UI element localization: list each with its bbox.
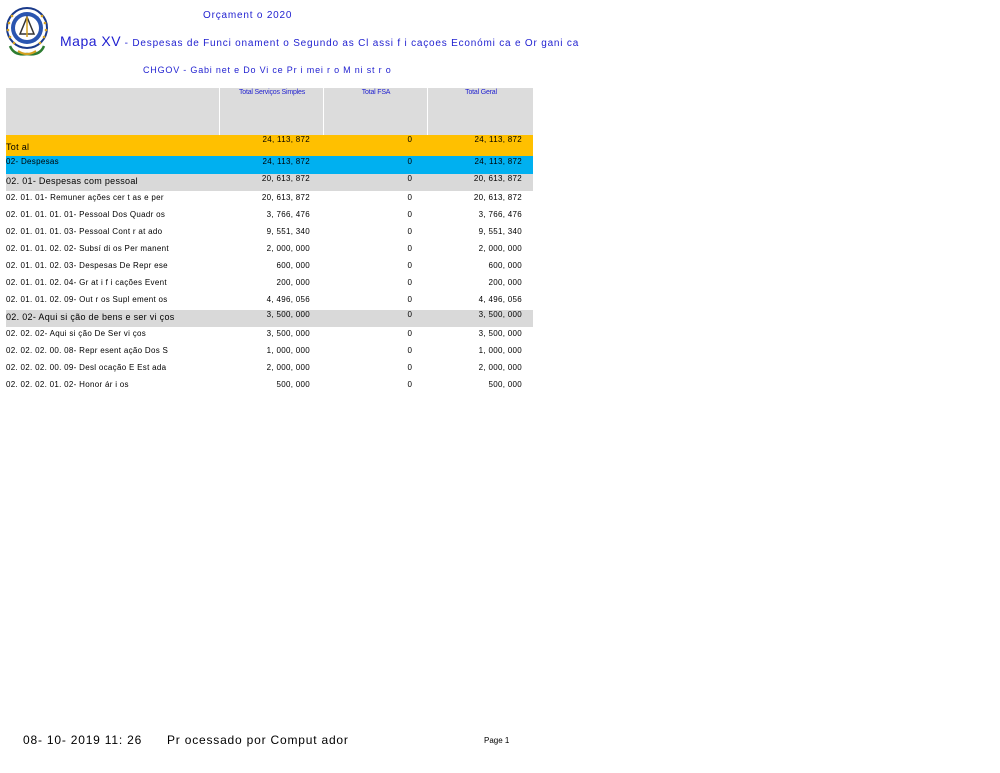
budget-table <box>6 88 533 395</box>
value-total-fsa: 0 <box>407 363 412 372</box>
row-label: 02. 01. 01- Remuner ações cer t as e per <box>6 193 164 202</box>
value-total-fsa: 0 <box>407 278 412 287</box>
value-total-geral: 9, 551, 340 <box>478 227 522 236</box>
map-separator: - <box>121 38 133 49</box>
organization-name: CHGOV - Gabi net e Do Vi ce Pr i mei r o M ni st r o <box>143 65 392 75</box>
footer-processed: Pr ocessado por Comput ador <box>167 733 349 747</box>
row-label: 02. 01. 01. 01. 03- Pessoal Cont r at ado <box>6 227 163 236</box>
value-total-geral: 600, 000 <box>488 261 522 270</box>
table-row <box>6 378 533 395</box>
value-total-fsa: 0 <box>407 174 412 183</box>
value-total-servicos-simples: 2, 000, 000 <box>266 363 310 372</box>
row-label: 02. 01. 01. 02. 02- Subsí di os Per manent <box>6 244 169 253</box>
table-row <box>6 259 533 276</box>
row-label: 02- Despesas <box>6 157 59 166</box>
value-total-geral: 200, 000 <box>488 278 522 287</box>
value-total-fsa: 0 <box>407 380 412 389</box>
value-total-geral: 500, 000 <box>488 380 522 389</box>
value-total-geral: 4, 496, 056 <box>478 295 522 304</box>
map-description: Despesas de Funci onament o Segundo as Cl assi f i caçoes Económi ca e Or gani ca <box>132 38 580 49</box>
value-total-geral: 24, 113, 872 <box>474 135 522 144</box>
value-total-geral: 3, 500, 000 <box>478 329 522 338</box>
value-total-fsa: 0 <box>407 157 412 166</box>
value-total-servicos-simples: 20, 613, 872 <box>261 174 310 183</box>
table-row <box>6 361 533 378</box>
value-total-fsa: 0 <box>407 310 412 319</box>
footer-date: 08- 10- 2019 11: 26 <box>23 733 143 747</box>
column-header-total-servicos-simples: Total Serviços Simples <box>219 88 324 136</box>
value-total-fsa: 0 <box>407 135 412 144</box>
row-label: 02. 02. 02- Aqui si ção De Ser vi ços <box>6 329 147 338</box>
table-row <box>6 135 533 156</box>
value-total-geral: 24, 113, 872 <box>474 157 522 166</box>
row-label: 02. 01. 01. 02. 03- Despesas De Repr ese <box>6 261 168 270</box>
table-row <box>6 191 533 208</box>
value-total-servicos-simples: 24, 113, 872 <box>262 135 310 144</box>
value-total-fsa: 0 <box>407 244 412 253</box>
row-label: Tot al <box>6 142 30 152</box>
value-total-fsa: 0 <box>407 329 412 338</box>
row-label: 02. 01- Despesas com pessoal <box>6 176 138 186</box>
map-title: Mapa XV <box>60 33 122 49</box>
value-total-servicos-simples: 20, 613, 872 <box>261 193 310 202</box>
row-label: 02. 01. 01. 02. 04- Gr at i f i cações Event <box>6 278 167 287</box>
row-label: 02. 02- Aqui si ção de bens e ser vi ços <box>6 312 175 322</box>
value-total-servicos-simples: 3, 766, 476 <box>266 210 310 219</box>
footer-page: Page 1 <box>484 736 510 745</box>
value-total-geral: 2, 000, 000 <box>478 244 522 253</box>
map-heading <box>60 33 579 51</box>
table-body <box>6 135 533 395</box>
value-total-fsa: 0 <box>407 295 412 304</box>
table-row <box>6 276 533 293</box>
row-label: 02. 02. 02. 00. 08- Repr esent ação Dos S <box>6 346 169 355</box>
table-row <box>6 208 533 225</box>
value-total-geral: 3, 500, 000 <box>478 310 522 319</box>
value-total-geral: 1, 000, 000 <box>478 346 522 355</box>
value-total-fsa: 0 <box>407 210 412 219</box>
value-total-servicos-simples: 4, 496, 056 <box>266 295 310 304</box>
value-total-fsa: 0 <box>407 227 412 236</box>
value-total-geral: 2, 000, 000 <box>478 363 522 372</box>
column-header-total-geral: Total Geral <box>427 88 534 136</box>
value-total-fsa: 0 <box>407 261 412 270</box>
table-row <box>6 242 533 259</box>
table-row <box>6 293 533 310</box>
row-label: 02. 02. 02. 01. 02- Honor ár i os <box>6 380 129 389</box>
table-header <box>6 88 533 135</box>
table-row <box>6 327 533 344</box>
table-row <box>6 344 533 361</box>
row-label: 02. 01. 01. 01. 01- Pessoal Dos Quadr os <box>6 210 166 219</box>
value-total-servicos-simples: 9, 551, 340 <box>266 227 310 236</box>
value-total-fsa: 0 <box>407 193 412 202</box>
value-total-servicos-simples: 3, 500, 000 <box>266 310 310 319</box>
value-total-servicos-simples: 500, 000 <box>276 380 310 389</box>
value-total-servicos-simples: 600, 000 <box>276 261 310 270</box>
table-row <box>6 310 533 327</box>
value-total-servicos-simples: 3, 500, 000 <box>266 329 310 338</box>
row-label: 02. 01. 01. 02. 09- Out r os Supl ement os <box>6 295 168 304</box>
value-total-servicos-simples: 200, 000 <box>276 278 310 287</box>
table-row <box>6 156 533 174</box>
coat-of-arms-icon <box>4 6 50 58</box>
value-total-servicos-simples: 24, 113, 872 <box>262 157 310 166</box>
value-total-geral: 20, 613, 872 <box>473 193 522 202</box>
table-row <box>6 225 533 242</box>
value-total-servicos-simples: 1, 000, 000 <box>266 346 310 355</box>
value-total-geral: 20, 613, 872 <box>473 174 522 183</box>
row-label: 02. 02. 02. 00. 09- Desl ocação E Est ada <box>6 363 167 372</box>
budget-title: Orçament o 2020 <box>203 10 293 21</box>
table-row <box>6 174 533 191</box>
value-total-fsa: 0 <box>407 346 412 355</box>
value-total-geral: 3, 766, 476 <box>478 210 522 219</box>
value-total-servicos-simples: 2, 000, 000 <box>266 244 310 253</box>
column-header-total-fsa: Total FSA <box>323 88 428 136</box>
